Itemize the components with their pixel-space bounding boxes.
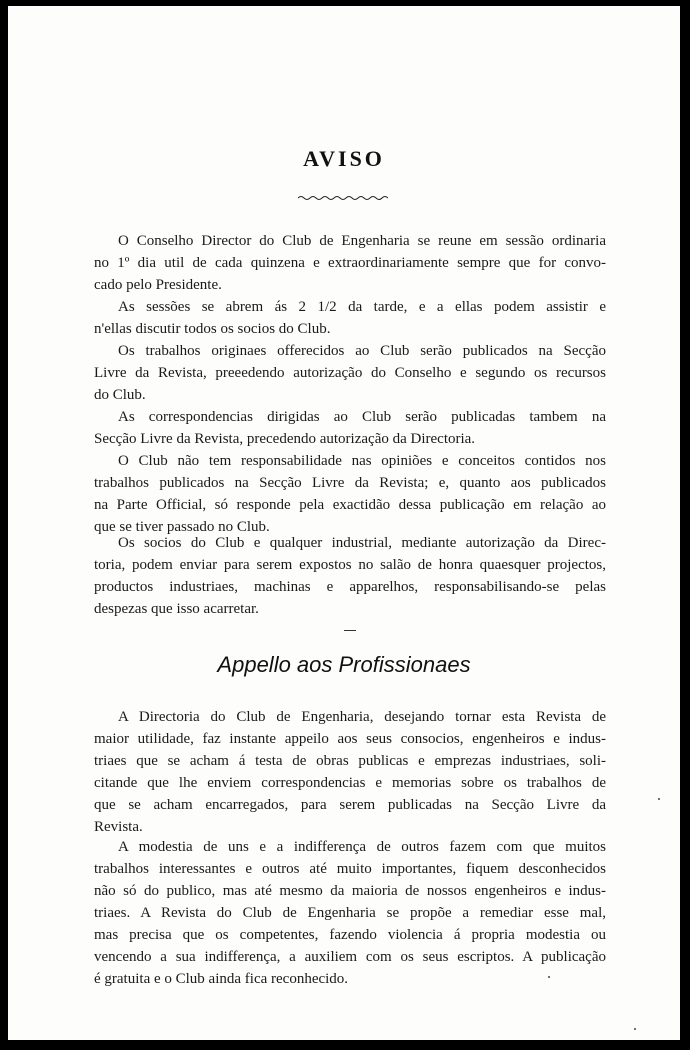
text-line: As correspondencias dirigidas ao Club serão publicadas tambem na xyxy=(118,409,606,425)
notice-paragraph-5 xyxy=(94,450,606,538)
notice-paragraph-1 xyxy=(94,230,606,296)
text-line: na Parte Official, só responde pela exactidão dessa publicação em relação ao xyxy=(94,497,606,513)
notice-paragraph-2 xyxy=(94,296,606,340)
text-line: vencendo a sua indifferença, a auxiliem com os seus escriptos. A publicação xyxy=(94,949,606,965)
text-line: triaes que se acham á testa de obras publicas e emprezas industriaes, soli- xyxy=(94,753,606,769)
text-line: é gratuita e o Club ainda fica reconhecido. xyxy=(94,971,349,987)
notice-paragraph-4 xyxy=(94,406,606,450)
text-line: que se tiver passado no Club. xyxy=(94,519,270,535)
text-line: não só do publico, mas até mesmo da maioria de nossos engenheiros e indus- xyxy=(94,883,606,899)
text-line: productos industriaes, machinas e apparelhos, responsabilisando-se pelas xyxy=(94,579,606,595)
paper-speck xyxy=(658,798,660,800)
text-line: n'ellas discutir todos os socios do Club. xyxy=(94,321,331,337)
text-line: triaes. A Revista do Club de Engenharia se propõe a remediar esse mal, xyxy=(94,905,606,921)
notice-heading: AVISO xyxy=(303,146,385,171)
text-line: A modestia de uns e a indifferença de outros fazem com que muitos xyxy=(118,839,606,855)
decorative-rule xyxy=(298,194,388,202)
text-line: Secção Livre da Revista, precedendo autorização da Directoria. xyxy=(94,431,476,447)
text-line: Revista. xyxy=(94,819,143,835)
text-line: maior utilidade, faz instante appeilo aos seus consocios, engenheiros e indus- xyxy=(94,731,606,747)
text-line: A Directoria do Club de Engenharia, desejando tornar esta Revista de xyxy=(118,709,606,725)
text-line: despezas que isso acarretar. xyxy=(94,601,259,617)
text-line: no 1º dia util de cada quinzena e extraordinariamente sempre que for convo- xyxy=(94,255,606,271)
notice-paragraph-3 xyxy=(94,340,606,406)
section-divider xyxy=(344,630,356,631)
document-page xyxy=(8,6,680,1040)
paper-speck xyxy=(548,976,550,978)
text-line: O Club não tem responsabilidade nas opiniões e conceitos contidos nos xyxy=(118,453,606,469)
text-line: trabalhos interessantes e outros até muito importantes, fiquem desconhecidos xyxy=(94,861,606,877)
text-line: do Club. xyxy=(94,387,146,403)
text-line: citande que lhe enviem correspondencias e memorias sobre os trabalhos de xyxy=(94,775,606,791)
text-line: O Conselho Director do Club de Engenharia se reune em sessão ordinaria xyxy=(118,233,606,249)
text-line: As sessões se abrem ás 2 1/2 da tarde, e a ellas podem assistir e xyxy=(118,299,606,315)
text-line: Livre da Revista, preeedendo autorização do Conselho e segundo os recursos xyxy=(94,365,606,381)
appeal-paragraph-2 xyxy=(94,836,606,990)
paper-speck xyxy=(634,1028,636,1030)
appeal-paragraph-1 xyxy=(94,706,606,838)
text-line: toria, podem enviar para serem expostos no salão de honra quaesquer projectos, xyxy=(94,557,606,573)
text-line: trabalhos publicados na Secção Livre da Revista; e, quanto aos publicados xyxy=(94,475,606,491)
text-line: Os trabalhos originaes offerecidos ao Club serão publicados na Secção xyxy=(118,343,606,359)
appeal-title: Appello aos Profissionaes xyxy=(217,652,471,677)
text-line: cado pelo Presidente. xyxy=(94,277,222,293)
text-line: que se acham encarregados, para serem publicadas na Secção Livre da xyxy=(94,797,606,813)
text-line: Os socios do Club e qualquer industrial, mediante autorização da Direc- xyxy=(118,535,606,551)
text-line: mas precisa que os competentes, fazendo violencia á propria modestia ou xyxy=(94,927,606,943)
notice-paragraph-6 xyxy=(94,532,606,620)
